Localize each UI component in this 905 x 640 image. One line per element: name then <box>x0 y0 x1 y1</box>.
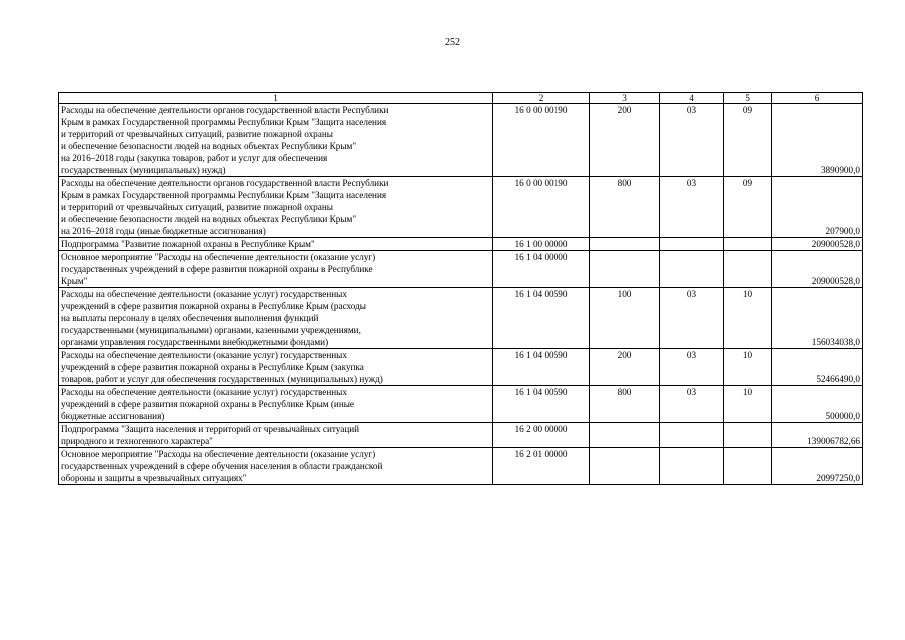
row-name-cell: Расходы на обеспечение деятельности (оказание услуг) государственных учреждений в сфере развития пожарной охраны в Республике Крым (расходы на выплаты персоналу в целях обеспечения выполнения функций государственными (муниципальными) органами, казенными учреждениями, органами управления государственными внебюджетными фондами) <box>59 288 493 349</box>
row-section-cell: 03 <box>660 104 724 177</box>
row-subsection-cell <box>724 251 772 288</box>
row-subsection-cell: 10 <box>724 349 772 386</box>
row-subsection-cell <box>724 238 772 251</box>
row-code-cell: 16 1 04 00000 <box>493 251 590 288</box>
row-sum-cell: 139006782,66 <box>772 423 863 448</box>
column-header-2: 2 <box>493 93 590 104</box>
row-expense-type-cell: 200 <box>590 349 660 386</box>
row-subsection-cell: 09 <box>724 177 772 238</box>
row-code-cell: 16 0 00 00190 <box>493 177 590 238</box>
column-header-1: 1 <box>59 93 493 104</box>
column-header-6: 6 <box>772 93 863 104</box>
budget-table <box>58 92 863 485</box>
row-subsection-cell: 10 <box>724 386 772 423</box>
row-section-cell <box>660 238 724 251</box>
row-subsection-cell: 10 <box>724 288 772 349</box>
row-sum-cell: 207900,0 <box>772 177 863 238</box>
row-sum-cell: 500000,0 <box>772 386 863 423</box>
row-code-cell: 16 2 01 00000 <box>493 448 590 485</box>
table-row <box>59 238 863 251</box>
row-name-cell: Расходы на обеспечение деятельности (оказание услуг) государственных учреждений в сфере развития пожарной охраны в Республике Крым (иные бюджетные ассигнования) <box>59 386 493 423</box>
row-expense-type-cell <box>590 423 660 448</box>
row-name-cell: Расходы на обеспечение деятельности органов государственной власти Республики Крым в рамках Государственной программы Республики Крым "Защита населения и территорий от чрезвычайных ситуаций, развитие пожарной охраны и обеспечение безопасности людей на водных объектах Республики Крым" на 2016–2018 годы (иные бюджетные ассигнования) <box>59 177 493 238</box>
table-row <box>59 104 863 177</box>
row-sum-cell: 156034038,0 <box>772 288 863 349</box>
row-expense-type-cell: 200 <box>590 104 660 177</box>
row-sum-cell: 209000528,0 <box>772 251 863 288</box>
row-subsection-cell <box>724 448 772 485</box>
row-code-cell: 16 1 04 00590 <box>493 349 590 386</box>
row-sum-cell: 3890900,0 <box>772 104 863 177</box>
row-name-cell: Расходы на обеспечение деятельности (оказание услуг) государственных учреждений в сфере развития пожарной охраны в Республике Крым (закупка товаров, работ и услуг для обеспечения государственных (муниципальных) нужд) <box>59 349 493 386</box>
table-header-row <box>59 93 863 104</box>
row-code-cell: 16 1 04 00590 <box>493 386 590 423</box>
budget-table-body <box>59 93 863 485</box>
row-code-cell: 16 1 04 00590 <box>493 288 590 349</box>
row-expense-type-cell: 800 <box>590 177 660 238</box>
row-sum-cell: 52466490,0 <box>772 349 863 386</box>
row-subsection-cell: 09 <box>724 104 772 177</box>
row-expense-type-cell <box>590 251 660 288</box>
row-expense-type-cell <box>590 238 660 251</box>
row-expense-type-cell <box>590 448 660 485</box>
row-sum-cell: 209000528,0 <box>772 238 863 251</box>
page-number: 252 <box>445 37 460 48</box>
row-section-cell <box>660 251 724 288</box>
row-name-cell: Подпрограмма "Защита населения и территорий от чрезвычайных ситуаций природного и техногенного характера" <box>59 423 493 448</box>
row-section-cell: 03 <box>660 349 724 386</box>
row-section-cell <box>660 448 724 485</box>
row-code-cell: 16 2 00 00000 <box>493 423 590 448</box>
row-section-cell: 03 <box>660 177 724 238</box>
row-expense-type-cell: 100 <box>590 288 660 349</box>
row-section-cell: 03 <box>660 386 724 423</box>
table-row <box>59 386 863 423</box>
table-row <box>59 251 863 288</box>
row-sum-cell: 20997250,0 <box>772 448 863 485</box>
column-header-4: 4 <box>660 93 724 104</box>
table-row <box>59 349 863 386</box>
row-code-cell: 16 0 00 00190 <box>493 104 590 177</box>
row-name-cell: Основное мероприятие "Расходы на обеспечение деятельности (оказание услуг) государственных учреждений в сфере развития пожарной охраны в Республике Крым" <box>59 251 493 288</box>
table-row <box>59 177 863 238</box>
row-code-cell: 16 1 00 00000 <box>493 238 590 251</box>
column-header-3: 3 <box>590 93 660 104</box>
row-section-cell: 03 <box>660 288 724 349</box>
row-subsection-cell <box>724 423 772 448</box>
table-row <box>59 423 863 448</box>
row-name-cell: Основное мероприятие "Расходы на обеспечение деятельности (оказание услуг) государственных учреждений в сфере обучения населения в области гражданской обороны и защиты в чрезвычайных ситуациях" <box>59 448 493 485</box>
row-name-cell: Подпрограмма "Развитие пожарной охраны в Республике Крым" <box>59 238 493 251</box>
row-section-cell <box>660 423 724 448</box>
row-expense-type-cell: 800 <box>590 386 660 423</box>
table-row <box>59 288 863 349</box>
table-row <box>59 448 863 485</box>
column-header-5: 5 <box>724 93 772 104</box>
row-name-cell: Расходы на обеспечение деятельности органов государственной власти Республики Крым в рамках Государственной программы Республики Крым "Защита населения и территорий от чрезвычайных ситуаций, развитие пожарной охраны и обеспечение безопасности людей на водных объектах Республики Крым" на 2016–2018 годы (закупка товаров, работ и услуг для обеспечения государственных (муниципальных) нужд) <box>59 104 493 177</box>
